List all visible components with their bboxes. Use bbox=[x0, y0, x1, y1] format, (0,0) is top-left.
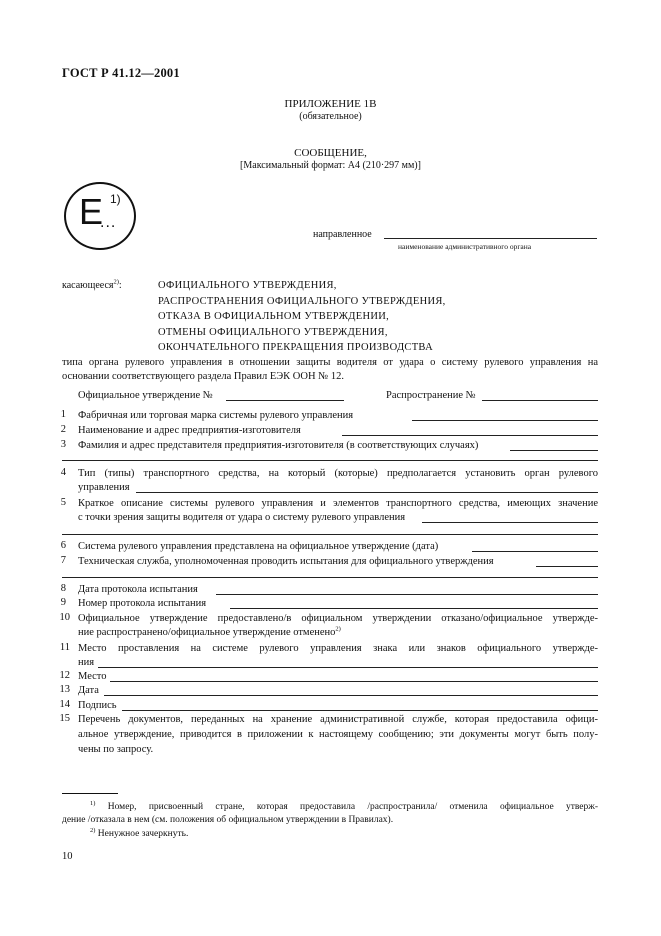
page-number: 10 bbox=[62, 851, 73, 862]
item-10-label-cont bbox=[78, 626, 341, 639]
item-2-label: Наименование и адрес предприятия-изготовителя bbox=[78, 425, 301, 436]
option-approval: ОФИЦИАЛЬНОГО УТВЕРЖДЕНИЯ, bbox=[158, 280, 337, 291]
sent-label: направленное bbox=[313, 229, 372, 240]
item-9-line bbox=[230, 608, 598, 609]
item-number: 14 bbox=[59, 699, 70, 710]
concerning-label-text: касающееся bbox=[62, 280, 114, 291]
concerning-sup: 2) bbox=[113, 278, 119, 286]
item-11-label-cont: ния bbox=[78, 657, 95, 668]
extension-number-label: Распространение № bbox=[386, 390, 476, 401]
footnote-separator bbox=[62, 793, 118, 794]
item-14-line bbox=[122, 710, 598, 711]
item-number: 13 bbox=[59, 684, 70, 695]
item-2-line bbox=[342, 435, 598, 436]
extension-number-line bbox=[482, 400, 598, 401]
item-12-label: Место bbox=[78, 671, 107, 682]
item-11-line bbox=[98, 667, 598, 668]
item-number: 11 bbox=[59, 642, 70, 653]
item-3-line bbox=[510, 450, 598, 451]
footnote-1-sup: 1) bbox=[90, 799, 96, 807]
item-number: 7 bbox=[60, 555, 66, 566]
item-8-line bbox=[216, 594, 598, 595]
footnote-1-indent bbox=[62, 802, 90, 812]
sent-field-line bbox=[384, 238, 597, 239]
item-7-line-2 bbox=[62, 577, 598, 578]
item-10-label: Официальное утверждение предоставлено/в официальном утверждении отказано/официальное утвержде- bbox=[78, 613, 598, 624]
item-number: 2 bbox=[60, 424, 66, 435]
item-number: 6 bbox=[60, 540, 66, 551]
item-15-label-end: чены по запросу. bbox=[78, 744, 154, 755]
item-number: 1 bbox=[60, 409, 66, 420]
item-14-label: Подпись bbox=[78, 700, 117, 711]
sent-caption: наименование административного органа bbox=[398, 242, 532, 251]
format-note: [Максимальный формат: А4 (210·297 мм)] bbox=[240, 160, 421, 171]
footnote-1-cont: дение /отказала в нем (см. положения об официальном утверждении в Правилах). bbox=[62, 815, 394, 825]
item-number: 12 bbox=[59, 670, 70, 681]
item-number: 9 bbox=[60, 597, 66, 608]
message-title: СООБЩЕНИЕ, bbox=[294, 147, 367, 159]
concerning-colon: : bbox=[118, 280, 122, 291]
item-4-line bbox=[136, 492, 598, 493]
item-13-label: Дата bbox=[78, 685, 99, 696]
item-10-sup: 2) bbox=[335, 625, 341, 633]
item-4-label-cont: управления bbox=[78, 482, 130, 493]
document-header: ГОСТ Р 41.12—2001 bbox=[62, 66, 180, 80]
concerning-label bbox=[62, 280, 122, 292]
approval-number-line bbox=[226, 400, 344, 401]
item-number: 8 bbox=[60, 583, 66, 594]
item-1-line bbox=[412, 420, 598, 421]
item-12-line bbox=[110, 681, 598, 682]
concerning-options bbox=[158, 278, 446, 356]
item-13-line bbox=[104, 695, 598, 696]
item-number: 5 bbox=[60, 497, 66, 508]
item-5-label-cont: с точки зрения защиты водителя от удара о систему рулевого управления bbox=[78, 512, 406, 523]
approval-number-label: Официальное утверждение № bbox=[78, 390, 213, 401]
item-5-label: Краткое описание системы рулевого управления и элементов транспортного средства, имеющих значение bbox=[78, 498, 598, 509]
item-3-label: Фамилия и адрес представителя предприятия-изготовителя (в соответствующих случаях) bbox=[78, 440, 479, 451]
item-15-label: Перечень документов, переданных на хранение административной службе, которая предоставила офици- bbox=[78, 714, 598, 725]
approval-mark-dots: ... bbox=[100, 214, 117, 231]
item-9-label: Номер протокола испытания bbox=[78, 598, 207, 609]
footnote-1-text: Номер, присвоенный стране, которая предоставила /распространила/ отменила официальное утверж- bbox=[107, 802, 598, 812]
item-1-label: Фабричная или торговая марка системы рулевого управления bbox=[78, 410, 354, 421]
approval-mark-letter: Е bbox=[79, 191, 104, 232]
item-5-line bbox=[422, 522, 598, 523]
item-number: 10 bbox=[59, 612, 70, 623]
intro-line-2: основании соответствующего раздела Правил ЕЭК ООН № 12. bbox=[62, 371, 344, 382]
item-8-label: Дата протокола испытания bbox=[78, 584, 198, 595]
item-11-label: Место проставления на системе рулевого управления знака или знаков официального утвержде- bbox=[78, 643, 598, 654]
item-number: 4 bbox=[60, 467, 66, 478]
footnote-2-sup: 2) bbox=[90, 826, 96, 834]
approval-mark-sup: 1) bbox=[110, 192, 121, 206]
item-7-line bbox=[536, 566, 598, 567]
item-10-text: ние распространено/официальное утверждение отменено bbox=[78, 627, 336, 638]
option-refusal: ОТКАЗА В ОФИЦИАЛЬНОМ УТВЕРЖДЕНИИ, bbox=[158, 311, 390, 322]
footnote-2-text: Ненужное зачеркнуть. bbox=[97, 829, 189, 839]
item-7-label: Техническая служба, уполномоченная проводить испытания для официального утверждения bbox=[78, 556, 494, 567]
option-withdrawal: ОТМЕНЫ ОФИЦИАЛЬНОГО УТВЕРЖДЕНИЯ, bbox=[158, 326, 388, 338]
item-number: 15 bbox=[59, 713, 70, 724]
item-6-line bbox=[472, 551, 598, 552]
item-5-line-2 bbox=[62, 534, 598, 535]
option-discontinued: ОКОНЧАТЕЛЬНОГО ПРЕКРАЩЕНИЯ ПРОИЗВОДСТВА bbox=[158, 342, 433, 353]
approval-mark bbox=[64, 182, 136, 250]
annex-title: ПРИЛОЖЕНИЕ 1В bbox=[284, 98, 377, 110]
item-3-line-2 bbox=[62, 460, 598, 461]
item-4-label: Тип (типы) транспортного средства, на который (которые) предполагается установить орган рулевого bbox=[78, 468, 598, 479]
annex-subtitle: (обязательное) bbox=[299, 111, 362, 122]
item-number: 3 bbox=[60, 439, 66, 450]
option-extension: РАСПРОСТРАНЕНИЯ ОФИЦИАЛЬНОГО УТВЕРЖДЕНИЯ, bbox=[158, 295, 446, 307]
item-6-label: Система рулевого управления представлена на официальное утверждение (дата) bbox=[78, 541, 439, 552]
footnote-1 bbox=[62, 799, 598, 812]
item-15-label-cont: альное утверждение, приводится в приложении к настоящему сообщению; эти документы могут быть полу- bbox=[78, 729, 598, 740]
footnote-2 bbox=[90, 826, 189, 839]
intro-line-1: типа органа рулевого управления в отношении защиты водителя от удара о систему рулевого управления на bbox=[62, 357, 598, 368]
